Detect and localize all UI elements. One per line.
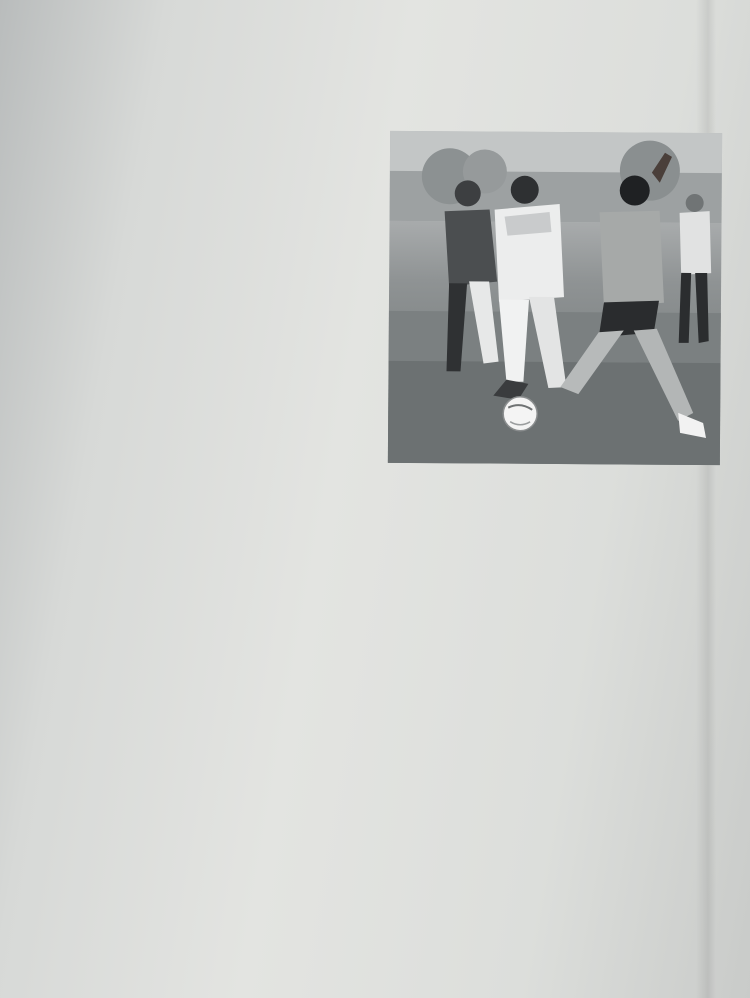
football-players-illustration [388,131,722,465]
match-photo [388,131,722,465]
neighbor-article-column [709,0,750,998]
